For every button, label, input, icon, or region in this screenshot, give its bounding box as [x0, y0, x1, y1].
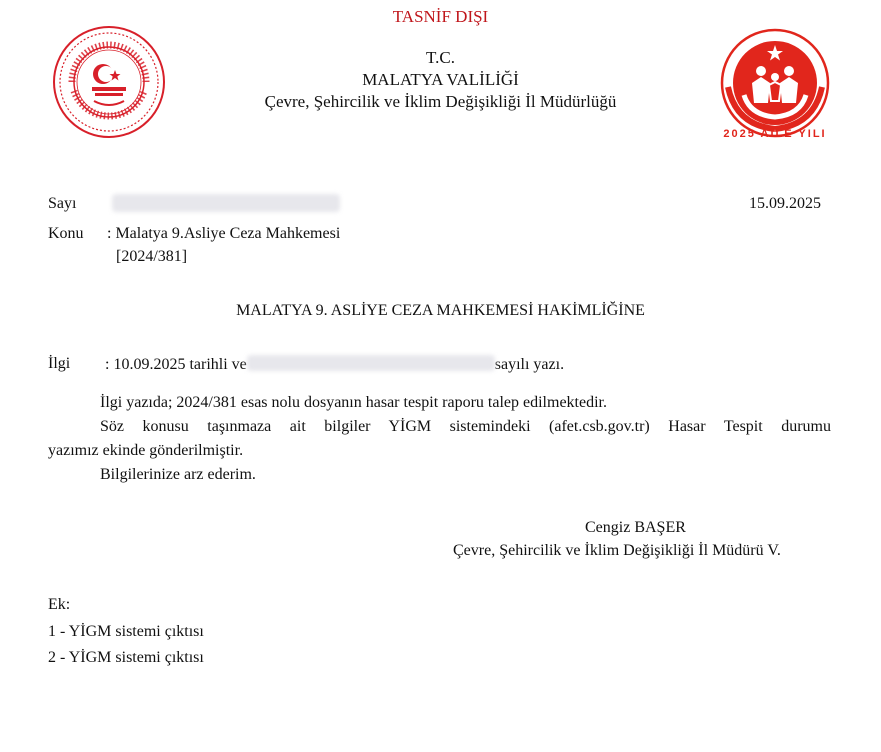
konu-text: : Malatya 9.Asliye Ceza Mahkemesi	[107, 225, 341, 242]
attachments-label: Ek:	[48, 596, 71, 613]
ilgi-prefix: : 10.09.2025 tarihli ve	[105, 356, 247, 373]
family-year-logo-text: 2025 AİLE YILI	[723, 128, 827, 140]
ilgi-suffix: sayılı yazı.	[494, 356, 565, 373]
body-paragraph-1: İlgi yazıda; 2024/381 esas nolu dosyanın hasar tespit raporu talep edilmektedir.	[100, 394, 607, 411]
signatory-name: Cengiz BAŞER	[585, 519, 686, 536]
attachment-item-1: 1 - YİGM sistemi çıktısı	[48, 623, 204, 640]
redacted-ilgi-number	[247, 355, 495, 371]
body-paragraph-3: Bilgilerinize arz ederim.	[100, 466, 256, 483]
ilgi-text	[105, 355, 564, 374]
signatory-title: Çevre, Şehircilik ve İklim Değişikliği İl Müdürü V.	[453, 542, 781, 559]
ilgi-label: İlgi	[48, 355, 71, 372]
attachment-item-2: 2 - YİGM sistemi çıktısı	[48, 649, 204, 666]
konu-label: Konu	[48, 225, 84, 242]
addressee: MALATYA 9. ASLİYE CEZA MAHKEMESİ HAKİMLİĞİNE	[236, 302, 645, 319]
body-paragraph-2-line-2: yazımız ekinde gönderilmiştir.	[48, 442, 244, 459]
redacted-sayi	[112, 194, 340, 217]
body-paragraph-2-line-1: Söz konusu taşınmaza ait bilgiler YİGM sistemindeki (afet.csb.gov.tr) Hasar Tespit durumu	[100, 418, 831, 435]
konu-case-number: [2024/381]	[116, 248, 188, 265]
sayi-label: Sayı	[48, 195, 77, 212]
classification-label: TASNİF DIŞI	[392, 7, 489, 26]
header-directorate: Çevre, Şehircilik ve İklim Değişikliği İl Müdürlüğü	[264, 92, 617, 111]
header-tc: T.C.	[426, 48, 455, 67]
header-governorship: MALATYA VALİLİĞİ	[362, 70, 519, 89]
document-date: 15.09.2025	[749, 195, 821, 212]
